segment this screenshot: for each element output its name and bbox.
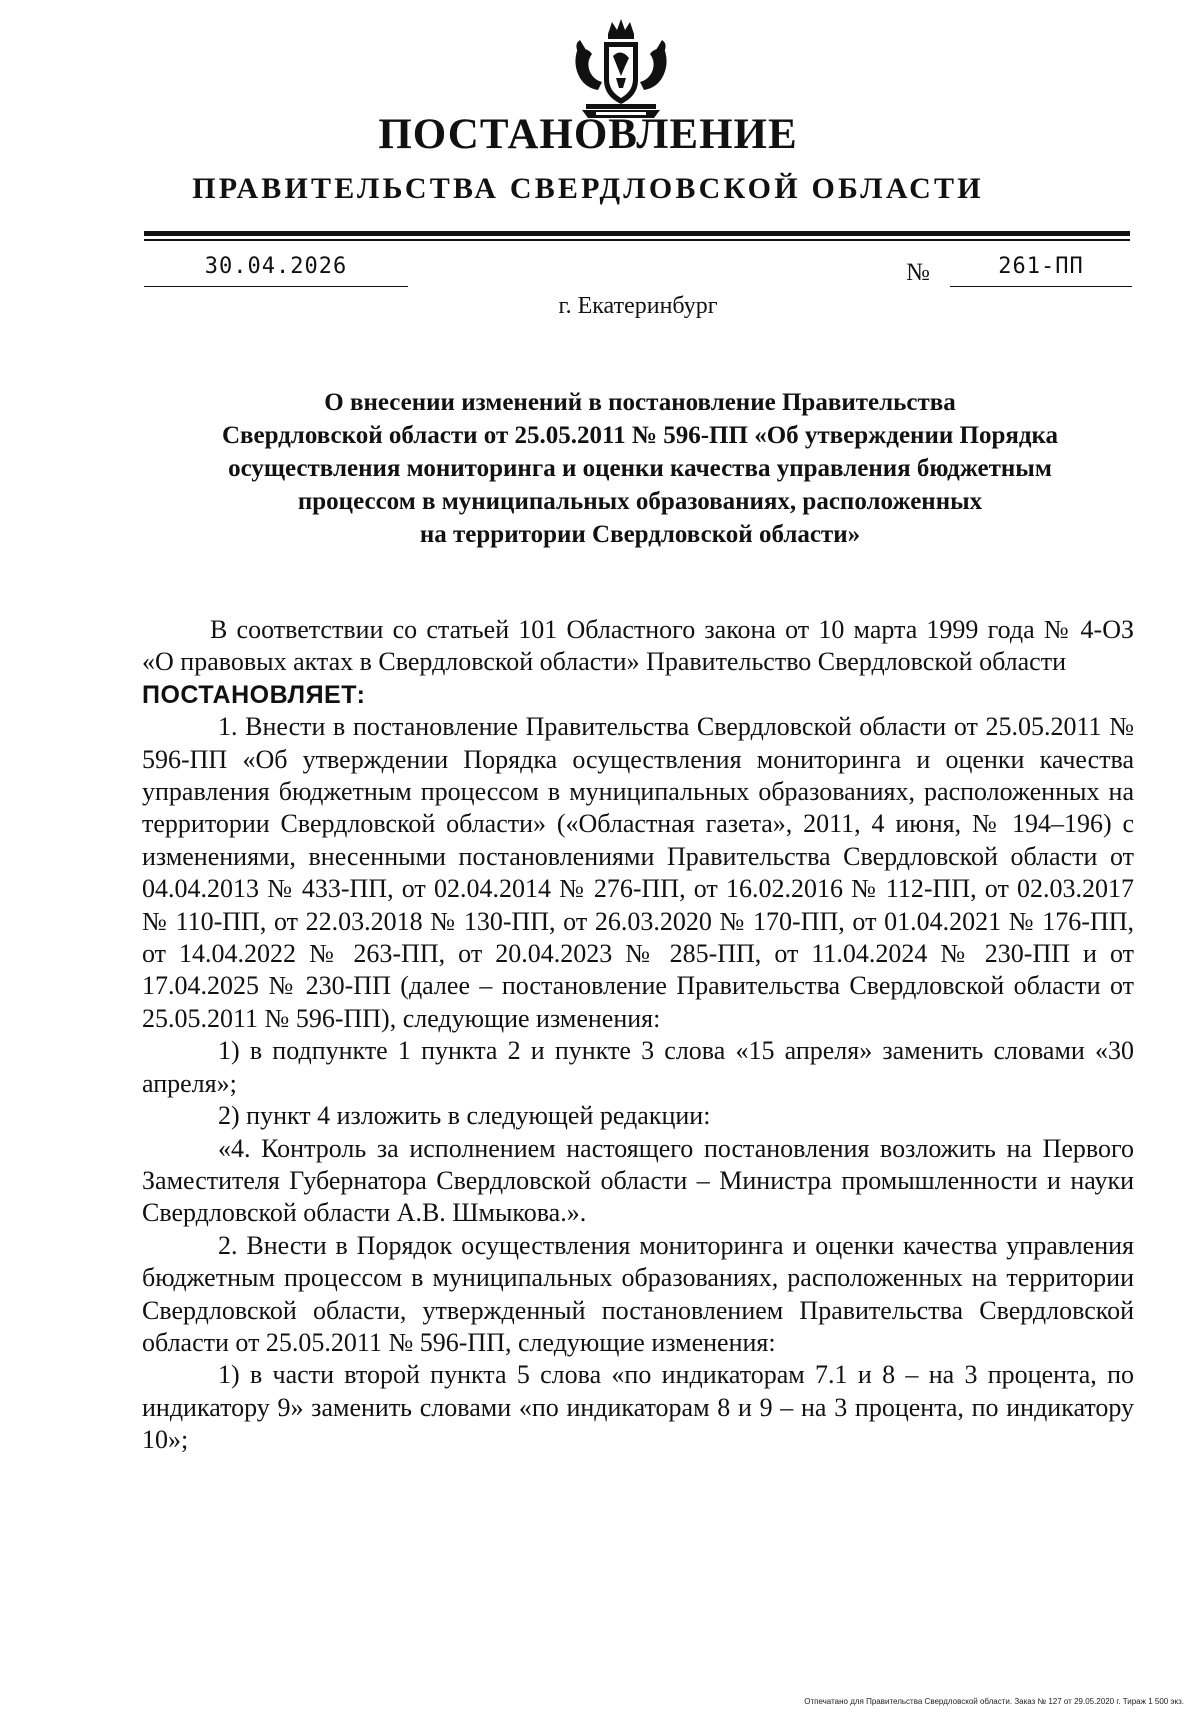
body-paragraph: 2) пункт 4 изложить в следующей редакции: [218,1101,711,1131]
title-line: процессом в муниципальных образованиях, расположенных [297,488,983,515]
document-date: 30.04.2026 [144,252,408,287]
body-paragraph: 1. Внести в постановление Правительства Свердловской области от 25.05.2011 № 596-ПП «Об утверждении Порядка осуществления мониторинга и оценки качества управления бюджетным процессом в муниципальных образованиях, расположенных на территории Свердловской области» («Областная газета», 2011, 4 июня, № 194–196) с изменениями, внесенными постановлениями Правительства Свердловской области от 04.04.2013 № 433-ПП, от 02.04.2014 № 276-ПП, от 16.02.2016 № 112-ПП, от 02.03.2017 № 110-ПП, от 22.03.2018 № 130-ПП, от 26.03.2020 № 170-ПП, от 01.04.2021 № 176-ПП, от 14.04.2022 № 263-ПП, от 20.04.2023 № 285-ПП, от 11.04.2024 № 230-ПП и от 17.04.2025 № 230-ПП (далее – постановление Правительства Свердловской области от 25.05.2011 № 596-ПП), следующие изменения: [142,712,1134,1033]
title-line: Свердловской области от 25.05.2011 № 596-ПП «Об утверждении Порядка [221,422,1059,449]
body-paragraph: «4. Контроль за исполнением настоящего постановления возложить на Первого Заместителя Губернатора Свердловской области – Министра промышленности и науки Свердловской области А.В. Шмыкова.». [142,1133,1134,1228]
city-line: г. Екатеринбург [558,293,718,319]
title-line: осуществления мониторинга и оценки качества управления бюджетным [228,455,1052,482]
number-sign: № [906,259,930,286]
decree-keyword: ПОСТАНОВЛЯЕТ: [142,680,366,709]
document-body [142,614,1134,1457]
header-divider-thin [144,239,1130,241]
title-line: на территории Свердловской области» [419,521,861,548]
preamble-paragraph: В соответствии со статьей 101 Областного закона от 10 марта 1999 года № 4-ОЗ «О правовых актах в Свердловской области» Правительство Свердловской области [142,615,1134,677]
body-paragraph: 2. Внести в Порядок осуществления мониторинга и оценки качества управления бюджетным процессом в муниципальных образованиях, расположенных на территории Свердловской области, утвержденный постановлением Правительства Свердловской области от 25.05.2011 № 596-ПП, следующие изменения: [142,1230,1134,1357]
sverdlovsk-coat-of-arms-icon [568,18,674,120]
document-type-heading: ПОСТАНОВЛЕНИЕ [378,111,798,158]
body-paragraph: 1) в части второй пункта 5 слова «по индикаторам 7.1 и 8 – на 3 процента, по индикатору 9» заменить словами «по индикаторам 8 и 9 – на 3 процента, по индикатору 10»; [142,1360,1134,1455]
document-title [150,386,1130,551]
title-line: О внесении изменений в постановление Правительства [324,389,956,416]
document-number: 261-ПП [950,252,1132,287]
issuer-heading: ПРАВИТЕЛЬСТВА СВЕРДЛОВСКОЙ ОБЛАСТИ [192,172,984,205]
header-divider-thick [144,231,1130,236]
body-paragraph: 1) в подпункте 1 пункта 2 и пункте 3 слова «15 апреля» заменить словами «30 апреля»; [142,1036,1134,1098]
print-footer-note: Отпечатано для Правительства Свердловской области. Заказ № 127 от 29.05.2020 г. Тираж 1 500 экз. [804,1697,1184,1706]
